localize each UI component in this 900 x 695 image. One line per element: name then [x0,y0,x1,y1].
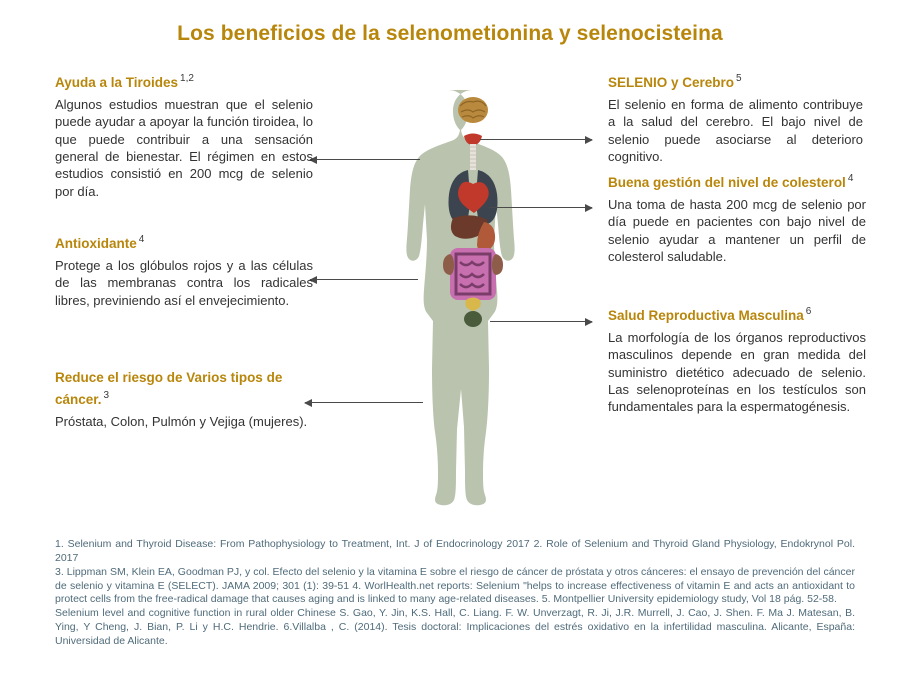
arrow-antioxidant [310,279,418,280]
benefit-heading: Antioxidante [55,236,137,252]
benefit-heading: SELENIO y Cerebro [608,75,735,91]
benefit-superscript: 4 [138,234,145,245]
benefit-heading-wrap [55,233,313,255]
brain [458,97,488,123]
benefit-superscript: 1,2 [180,73,194,84]
benefit-heading-wrap [608,172,866,194]
arrow-cholesterol [489,207,592,208]
benefit-block-cancer [55,368,313,430]
benefit-body: La morfología de los órganos reproductivos masculinos depende en gran medida del suministro dietético adecuado de selenio. Las selenoproteínas en los testículos son fundamentales para la espermatogénesis. [608,330,866,415]
benefit-block-cholesterol [608,172,866,265]
arrow-brain [480,139,592,140]
benefit-superscript: 3 [103,389,110,401]
footnote-item: Selenium level and cognitive function in rural older Chinese S. Gao, Y. Jin, K.S. Hall, C. Liang. F. W. Unverzagt, R. Ji, J.R. Murrell, J. Cao, J. Shen. F. Ma J. Matesan, B. Ying, Y Cheng, J. Bian, P. Li y H.C. Hendrie. 6.Villalba , C. (2014). Tesis doctoral: Implicaciones del estrés oxidativo en la infertilidad masculina. Alicante, España: Universidad de Alicante. [55,607,855,648]
arrow-thyroid [310,159,420,160]
benefit-heading: Ayuda a la Tiroides [55,75,179,91]
benefit-body: Protege a los glóbulos rojos y a las células de las membranas contra los radicales libres, previniendo así el envejecimiento. [55,258,313,308]
benefit-body: El selenio en forma de alimento contribuye a la salud del cerebro. El bajo nivel de selenio puede asociarse al deterioro cognitivo. [608,97,863,164]
human-body-illustration [398,88,548,528]
benefit-heading: Salud Reproductiva Masculina [608,308,804,324]
benefit-body: Una toma de hasta 200 mcg de selenio por día puede en pacientes con bajo nivel de selenio ayudar a mantener un perfil de colesterol saludable. [608,197,866,264]
benefit-heading: Buena gestión del nivel de colesterol [608,175,846,191]
prostate [464,311,482,327]
benefit-superscript: 4 [847,173,854,184]
benefit-superscript: 5 [736,73,742,84]
benefit-block-antioxidant [55,233,313,309]
footnote-item: 1. Selenium and Thyroid Disease: From Pathophysiology to Treatment, Int. J of Endocrinology 2017 2. Role of Selenium and Thyroid Gland Physiology, Endokrynol Pol. 2017 [55,538,855,564]
page-title: Los beneficios de la selenometionina y selenocisteina [177,22,723,45]
benefit-block-thyroid [55,72,313,200]
benefit-heading: Reduce el riesgo de Varios tipos de cáncer. [55,370,283,408]
footnote-item: 3. Lippman SM, Klein EA, Goodman PJ, y col. Efecto del selenio y la vitamina E sobre el riesgo de cáncer de próstata y otros cánceres: el ensayo de prevención del cáncer de selenio y vitamina E (SELECT). JAMA 2009; 301 (1): 39-51 4. WorlHealth.net reports: Selenium "helps to increase effectiveness of vitamin E and acts an antioxidant to protect cells from the free-radical damage that causes aging and is linked to many age-related diseases. 5. Montpellier University epidemiology study, Vol 18 pág. 52-58. [55,565,855,606]
arrow-reproductive [490,321,592,322]
benefit-body: Algunos estudios muestran que el selenio puede ayudar a apoyar la función tiroidea, lo que puede contribuir a una sensación general de bienestar. El régimen en estos estudios consistió en 200 mcg de selenio por día. [55,97,313,199]
intestines [450,248,496,300]
benefit-superscript: 6 [805,306,812,317]
footnotes [55,538,855,649]
benefit-block-reproductive [608,305,866,416]
arrow-cancer [305,402,423,403]
benefit-heading-wrap [608,72,863,94]
benefit-heading-wrap [55,72,313,94]
trachea [470,144,476,170]
benefit-block-brain [608,72,863,165]
benefit-heading-wrap [55,368,313,411]
benefit-heading-wrap [608,305,866,327]
benefit-body: Próstata, Colon, Pulmón y Vejiga (mujeres). [55,413,308,429]
